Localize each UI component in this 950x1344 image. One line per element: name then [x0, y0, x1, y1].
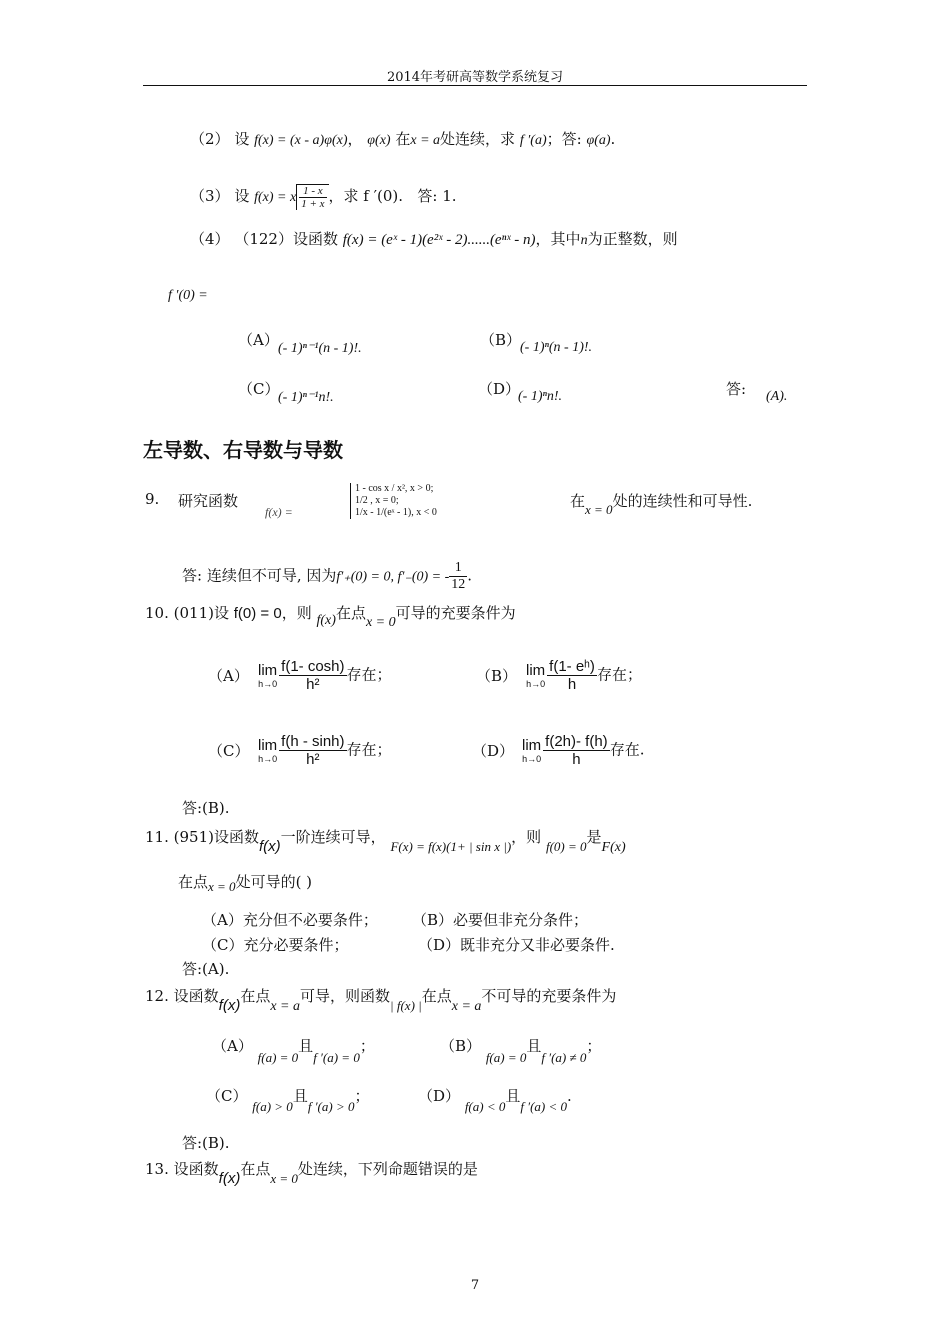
formula: f′₊(0) = 0, f′₋(0) = -: [336, 569, 450, 585]
answer: φ(a): [586, 133, 611, 148]
formula: φ(x): [367, 133, 391, 148]
q10-option-c: （C）: [208, 742, 250, 760]
limit: [258, 737, 277, 764]
lim-word: lim: [526, 662, 546, 679]
text: ，则: [281, 604, 312, 622]
q9-tail: [570, 490, 753, 517]
q8-part4-question: f ′(0) =: [168, 288, 208, 303]
text: 可导的充要条件为: [395, 604, 516, 622]
page-header: 2014年考研高等数学系统复习: [386, 70, 564, 85]
text: .: [610, 130, 616, 148]
text: ；: [354, 1087, 370, 1105]
text: (951)设函数: [173, 828, 259, 846]
item-number: 12.: [145, 987, 169, 1005]
formula: f(a) > 0: [252, 1099, 293, 1114]
lim-word: lim: [522, 737, 542, 754]
answer-label: 答:: [417, 187, 438, 205]
q10-answer: 答:(B).: [182, 799, 230, 817]
text: 在点: [240, 987, 271, 1005]
formula: f(x) = (eˣ - 1)(e²ˣ - 2)......(eⁿˣ - n): [342, 232, 536, 248]
case: 1 - cos x / x², x > 0;: [355, 483, 434, 494]
option-label: （B）: [480, 331, 522, 349]
formula: | f(x) |: [390, 998, 422, 1013]
option-label: （C）: [206, 1087, 248, 1105]
q10-option-d-expr: [522, 733, 644, 768]
formula: f ′(a): [519, 133, 547, 148]
q10-option-c-expr: [258, 733, 392, 768]
text: 设: [234, 187, 250, 205]
text: 设: [234, 130, 250, 148]
piecewise-cases: [350, 483, 437, 519]
text: 一阶连续可导，: [280, 828, 386, 846]
q9-answer: [182, 560, 472, 593]
numerator: f(1- eʰ): [549, 658, 595, 675]
limit: [522, 737, 541, 764]
numerator: 1 - x: [299, 185, 326, 198]
option-d-value: (- 1)ⁿn!.: [518, 389, 563, 404]
option-d: [478, 378, 520, 399]
text: 设函数: [173, 987, 219, 1005]
formula: f ′(a) = 0: [313, 1050, 360, 1065]
text: ，求 f ′(0).: [328, 187, 404, 205]
formula: f(0) = 0: [545, 839, 587, 854]
q12-option-d: [418, 1085, 572, 1114]
section-title: 左导数、右导数与导数: [143, 438, 343, 462]
answer-text: 连续但不可导, 因为: [206, 566, 337, 585]
lim-sub: h→0: [522, 754, 542, 764]
lim-sub: h→0: [258, 679, 278, 689]
q12-option-a: [212, 1035, 375, 1065]
text: 处连续，求: [440, 130, 516, 148]
text: 且: [292, 1087, 308, 1105]
text: 且: [526, 1037, 542, 1055]
denominator: h: [567, 676, 577, 693]
option-b: [480, 329, 521, 350]
text: （122）设函数: [234, 230, 338, 248]
formula: n: [580, 233, 588, 248]
option-c-value: (- 1)ⁿ⁻¹n!.: [278, 390, 334, 405]
option-label: （D）: [478, 380, 521, 398]
numerator: 1: [449, 560, 467, 577]
formula: x = 0: [585, 502, 613, 517]
formula: x = 0: [270, 1171, 298, 1186]
text: 且: [505, 1087, 521, 1105]
text: 处连续，下列命题错误的是: [297, 1160, 478, 1178]
text: 不可导的充要条件为: [481, 987, 617, 1005]
numerator: f(1- cosh): [281, 658, 345, 675]
item-number: （2）: [190, 130, 230, 148]
text: 处可导的( ): [235, 873, 313, 891]
formula: f(x): [218, 997, 241, 1014]
q10-option-d: （D）: [472, 742, 515, 760]
q11-stem: [145, 826, 626, 855]
text: 是: [586, 828, 602, 846]
denominator: h²: [306, 751, 320, 768]
q12-option-c: [206, 1085, 370, 1114]
header-rule: [143, 85, 807, 86]
formula: f(a) = 0: [257, 1050, 299, 1065]
text: 存在；: [346, 665, 392, 684]
q10-option-a-expr: [258, 658, 392, 693]
q9-piecewise: [350, 483, 437, 519]
formula: f ′(a) ≠ 0: [541, 1050, 587, 1065]
formula: f(a) < 0: [464, 1099, 506, 1114]
text: 在点: [240, 1160, 271, 1178]
numerator: f(2h)- f(h): [545, 733, 608, 750]
option-label: （B）: [440, 1037, 482, 1055]
text: 在点: [178, 873, 209, 891]
text: 存在.: [609, 740, 645, 759]
lim-sub: h→0: [526, 679, 546, 689]
denominator: 1 + x: [301, 198, 325, 210]
denominator: 12: [451, 577, 466, 592]
q12-stem: [145, 985, 617, 1014]
formula: f(0) = 0: [233, 605, 282, 622]
formula: f(x): [218, 1170, 241, 1187]
text: 存在；: [596, 665, 642, 684]
denominator: h²: [306, 676, 320, 693]
text: ，则: [511, 828, 542, 846]
option-a: [238, 329, 279, 350]
q8-part2: [190, 128, 615, 149]
q10-stem: [145, 602, 516, 630]
item-number: 10.: [145, 604, 169, 622]
case: 1/2 , x = 0;: [355, 495, 399, 506]
item-number: 13.: [145, 1160, 169, 1178]
lim-sub: h→0: [258, 754, 278, 764]
q12-answer: 答:(B).: [182, 1134, 230, 1152]
text: (011)设: [173, 604, 229, 622]
option-c: [238, 378, 279, 399]
formula: x = 0: [208, 879, 236, 894]
limit: [526, 662, 545, 689]
text: 且: [298, 1037, 314, 1055]
q11-option-b: （B）必要但非充分条件；: [412, 911, 589, 929]
formula: f(x) = (x - a)φ(x): [254, 133, 348, 148]
formula: x = a: [410, 133, 441, 148]
item-number: （3）: [190, 187, 230, 205]
formula: x = a: [270, 999, 301, 1014]
q9-function: f(x) =: [265, 505, 293, 519]
item-number: 11.: [145, 828, 169, 846]
item-number: （4）: [190, 230, 230, 248]
q8-part3: [190, 184, 457, 210]
text: 为正整数，则: [587, 230, 678, 248]
formula: x = a: [451, 999, 482, 1014]
formula: f(x): [316, 613, 336, 628]
formula: x = 0: [365, 615, 396, 630]
q9-number: 9.: [145, 490, 160, 508]
text: 在: [570, 492, 586, 510]
q10-option-b: （B）: [476, 667, 518, 685]
text: 在点: [335, 604, 366, 622]
text: 设函数: [173, 1160, 219, 1178]
formula: f(a) = 0: [485, 1050, 527, 1065]
text: ；: [359, 1037, 375, 1055]
q10-option-b-expr: [526, 658, 642, 693]
text: .: [567, 1087, 572, 1105]
q11-option-a: （A）充分但不必要条件；: [202, 911, 378, 929]
option-label: （C）: [238, 380, 280, 398]
formula: F(x): [601, 840, 626, 855]
answer-label: 答:: [182, 566, 203, 585]
answer: (A).: [766, 389, 788, 404]
text: 存在；: [346, 740, 392, 759]
text: .: [467, 566, 473, 585]
formula: f(x): [258, 838, 281, 855]
option-a-value: (- 1)ⁿ⁻¹(n - 1)!.: [278, 341, 362, 356]
q12-option-b: [440, 1035, 602, 1065]
option-label: （A）: [238, 331, 279, 349]
q11-stem-2: [178, 871, 312, 892]
q11-option-d: （D）既非充分又非必要条件.: [418, 936, 615, 954]
text: ，其中: [535, 230, 581, 248]
text: ，: [347, 130, 363, 148]
lim-word: lim: [258, 662, 278, 679]
text: 在: [395, 130, 411, 148]
option-b-value: (- 1)ⁿ(n - 1)!.: [520, 340, 593, 355]
option-label: （A）: [212, 1037, 253, 1055]
answer-label: ；答:: [546, 130, 582, 148]
formula: F(x) = f(x)(1+ | sin x |): [390, 839, 512, 854]
limit: [258, 662, 277, 689]
q11-answer: 答:(A).: [182, 960, 230, 978]
formula: f(x) = x: [254, 190, 297, 205]
option-label: （D）: [418, 1087, 461, 1105]
denominator: h: [572, 751, 581, 768]
text: ；: [586, 1037, 602, 1055]
answer: 1.: [442, 187, 457, 205]
sqrt-radical: [296, 184, 328, 210]
case: 1/x - 1/(eˣ - 1), x < 0: [355, 507, 437, 518]
answer-label: 答:: [726, 380, 747, 398]
numerator: f(h - sinh): [281, 733, 345, 750]
q11-option-c: （C）充分必要条件；: [202, 936, 349, 954]
q8-part4: [190, 228, 678, 249]
formula: f ′(a) > 0: [307, 1099, 355, 1114]
text: 处的连续性和可导性.: [612, 492, 753, 510]
text: 在点: [421, 987, 452, 1005]
q9-lead: 研究函数: [178, 492, 239, 510]
q13-stem: [145, 1158, 478, 1187]
q10-option-a: （A）: [208, 667, 249, 685]
page-number: 7: [470, 1278, 480, 1293]
lim-word: lim: [258, 737, 278, 754]
formula: f ′(a) < 0: [520, 1099, 568, 1114]
text: 可导，则函数: [300, 987, 391, 1005]
